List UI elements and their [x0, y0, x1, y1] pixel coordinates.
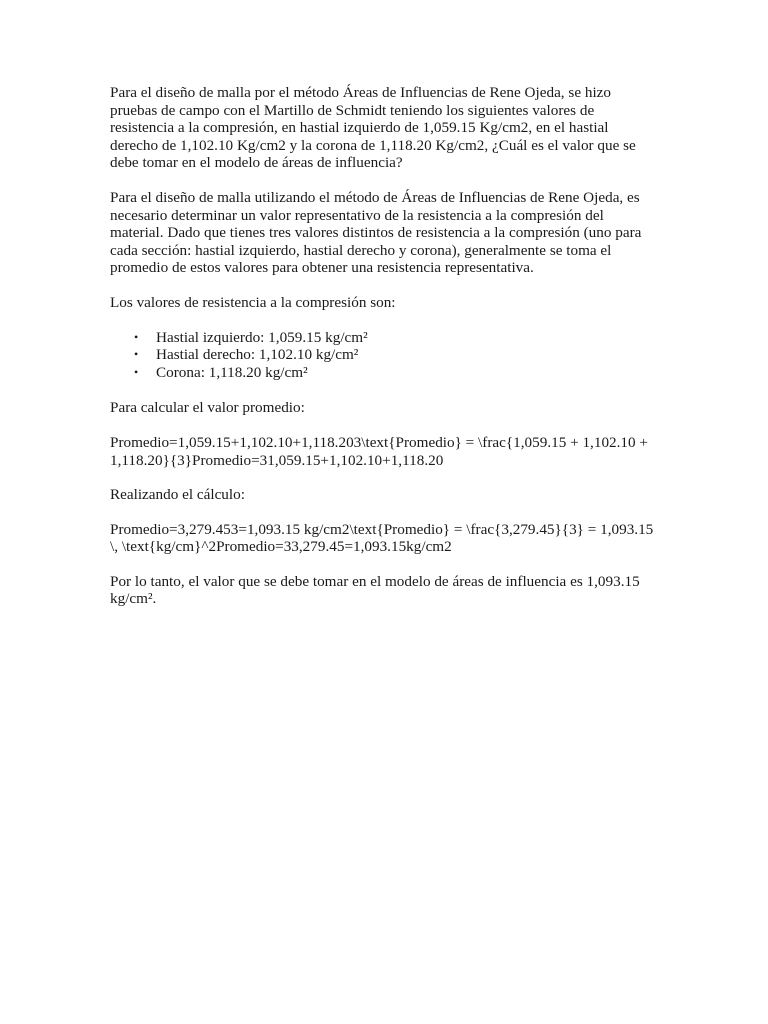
bullet-icon: •: [134, 329, 139, 344]
values-intro: Los valores de resistencia a la compresión son:: [110, 293, 396, 311]
values-list: [110, 329, 658, 382]
calc-intro: Para calcular el valor promedio:: [110, 399, 305, 417]
bullet-icon: •: [134, 364, 139, 379]
list-item: [134, 328, 658, 347]
list-item-text: Corona: 1,118.20 kg/cm²: [156, 363, 308, 381]
question-paragraph: Para el diseño de malla por el método Áreas de Influencias de Rene Ojeda, se hizo pruebas de campo con el Martillo de Schmidt teniendo los siguientes valores de resistencia a la compresión, en hastial izquierdo de 1,059.15 Kg/cm2, en el hastial derecho de 1,102.10 Kg/cm2 y la corona de 1,118.20 Kg/cm2, ¿Cuál es el valor que se debe tomar en el modelo de áreas de influencia?: [110, 84, 636, 172]
formula-average: Promedio=1,059.15+1,102.10+1,118.203\text{Promedio} = \frac{1,059.15 + 1,102.10 + 1,118.20}{3}Promedio=31,059.15+1,102.10+1,118.20: [110, 433, 648, 469]
document-page: [110, 84, 658, 625]
list-item-text: Hastial derecho: 1,102.10 kg/cm²: [156, 346, 359, 364]
formula-result: Promedio=3,279.453=1,093.15 kg/cm2\text{Promedio} = \frac{3,279.45}{3} = 1,093.15 \, \text{kg/cm}^2Promedio=33,279.45=1,093.15kg/cm2: [110, 520, 654, 556]
conclusion-paragraph: Por lo tanto, el valor que se debe tomar en el modelo de áreas de influencia es 1,093.15 kg/cm².: [110, 572, 640, 608]
explanation-paragraph: Para el diseño de malla utilizando el método de Áreas de Influencias de Rene Ojeda, es necesario determinar un valor representativo de la resistencia a la compresión del material. Dado que tienes tres valores distintos de resistencia a la compresión (uno para cada sección: hastial izquierdo, hastial derecho y corona), generalmente se toma el promedio de estos valores para obtener una resistencia representativa.: [110, 188, 642, 277]
list-item: [134, 346, 658, 364]
list-item: [134, 363, 658, 382]
list-item-text: Hastial izquierdo: 1,059.15 kg/cm²: [156, 328, 368, 346]
doing-calc: Realizando el cálculo:: [110, 486, 245, 504]
bullet-icon: •: [134, 347, 139, 362]
